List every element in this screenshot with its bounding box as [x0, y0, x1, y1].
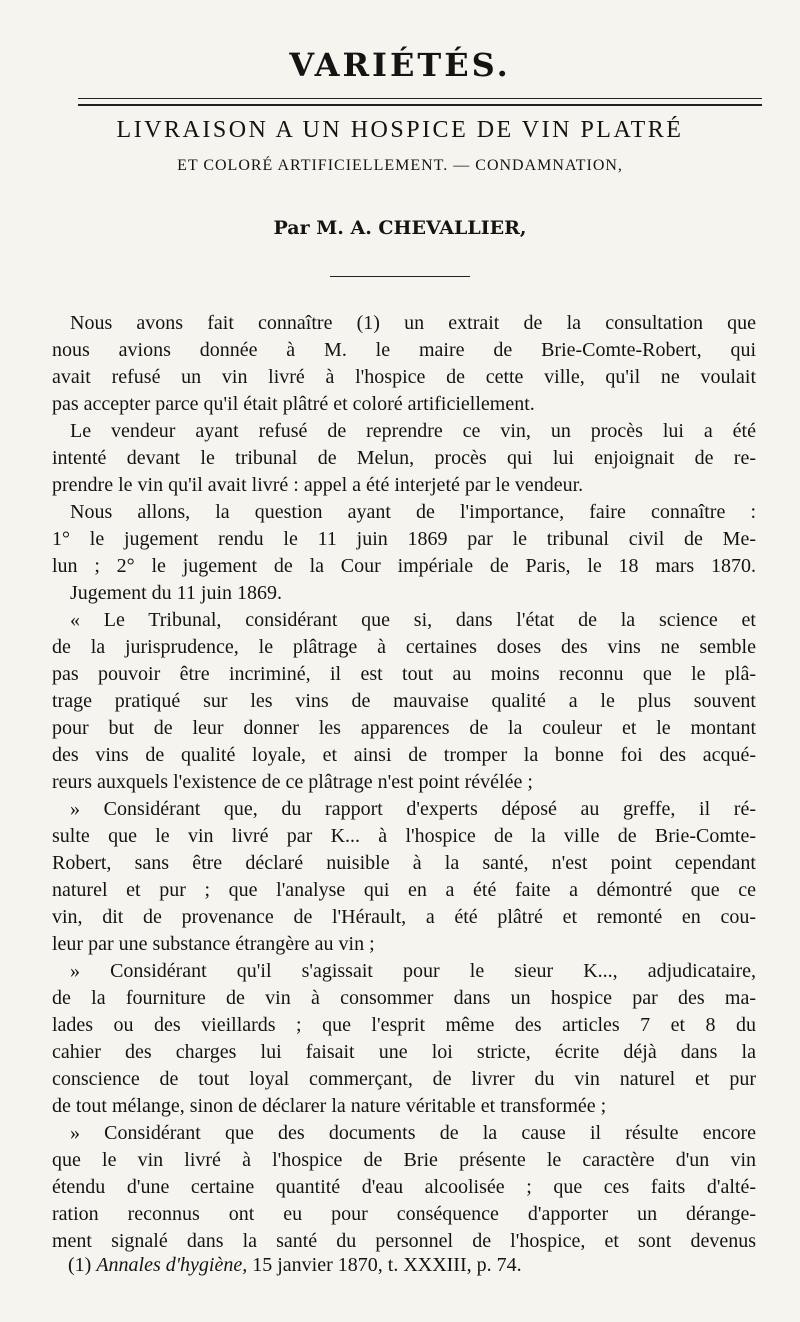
body-line: pas accepter parce qu'il était plâtré et coloré artificiellement. — [52, 393, 535, 415]
footnote-marker: (1) — [68, 1254, 92, 1276]
body-line: « Le Tribunal, considérant que si, dans l'état de la science et — [70, 609, 756, 631]
title-rule — [330, 276, 470, 277]
body-line: ration reconnus ont eu pour conséquence d'apporter un dérange- — [52, 1203, 756, 1225]
body-line: nous avions donnée à M. le maire de Brie-Comte-Robert, qui — [52, 339, 756, 361]
body-line: » Considérant qu'il s'agissait pour le sieur K..., adjudicataire, — [70, 960, 756, 982]
body-line: » Considérant que des documents de la cause il résulte encore — [70, 1122, 756, 1144]
footnote — [68, 1252, 758, 1279]
body-line: de la jurisprudence, le plâtrage à certaines doses des vins ne semble — [52, 636, 756, 658]
body-line: vin, dit de provenance de l'Hérault, a été plâtré et remonté en cou- — [52, 906, 756, 928]
article-body — [52, 310, 756, 1255]
body-line: des vins de qualité loyale, et ainsi de tromper la bonne foi des acqué- — [52, 744, 756, 766]
body-line: prendre le vin qu'il avait livré : appel a été interjeté par le vendeur. — [52, 474, 584, 496]
body-line: lun ; 2° le jugement de la Cour impériale de Paris, le 18 mars 1870. — [52, 555, 756, 577]
body-line: lades ou des vieillards ; que l'esprit même des articles 7 et 8 du — [52, 1014, 756, 1036]
body-line: cahier des charges lui faisait une loi stricte, écrite déjà dans la — [52, 1041, 756, 1063]
body-line: trage pratiqué sur les vins de mauvaise qualité a le plus souvent — [52, 690, 756, 712]
article-subtitle: ET COLORÉ ARTIFICIELLEMENT. — CONDAMNATION, — [177, 157, 623, 174]
body-line: conscience de tout loyal commerçant, de livrer du vin naturel et pur — [52, 1068, 756, 1090]
article-title: LIVRAISON A UN HOSPICE DE VIN PLATRÉ — [116, 117, 684, 143]
header-rule — [78, 98, 762, 106]
author-byline: Par M. A. CHEVALLIER, — [273, 217, 527, 239]
body-line: sulte que le vin livré par K... à l'hospice de la ville de Brie-Comte- — [52, 825, 756, 847]
body-line: reurs auxquels l'existence de ce plâtrage n'est point révélée ; — [52, 771, 533, 793]
body-line: avait refusé un vin livré à l'hospice de cette ville, qu'il ne voulait — [52, 366, 756, 388]
body-line: Robert, sans être déclaré nuisible à la santé, n'est point cependant — [52, 852, 756, 874]
body-line: Nous allons, la question ayant de l'importance, faire connaître : — [70, 501, 756, 523]
body-line: étendu d'une certaine quantité d'eau alcoolisée ; que ces faits d'alté- — [52, 1176, 756, 1198]
body-line: Jugement du 11 juin 1869. — [70, 582, 283, 604]
body-line: Nous avons fait connaître (1) un extrait de la consultation que — [70, 312, 756, 334]
body-line: 1° le jugement rendu le 11 juin 1869 par le tribunal civil de Me- — [52, 528, 756, 550]
body-line: intenté devant le tribunal de Melun, procès qui lui enjoignait de re- — [52, 447, 756, 469]
footnote-details: 15 janvier 1870, t. XXXIII, p. 74. — [252, 1254, 522, 1276]
body-line: ment signalé dans la santé du personnel de l'hospice, et sont devenus — [52, 1230, 756, 1252]
body-line: leur par une substance étrangère au vin ; — [52, 933, 375, 955]
body-line: » Considérant que, du rapport d'experts déposé au greffe, il ré- — [70, 798, 756, 820]
section-header: VARIÉTÉS. — [289, 46, 511, 84]
body-line: Le vendeur ayant refusé de reprendre ce vin, un procès lui a été — [70, 420, 756, 442]
body-line: pour but de leur donner les apparences de la couleur et le montant — [52, 717, 756, 739]
body-line: de tout mélange, sinon de déclarer la nature véritable et transformée ; — [52, 1095, 607, 1117]
body-line: de la fourniture de vin à consommer dans un hospice par des ma- — [52, 987, 756, 1009]
body-line: naturel et pur ; que l'analyse qui en a été faite a démontré que ce — [52, 879, 756, 901]
body-line: que le vin livré à l'hospice de Brie présente le caractère d'un vin — [52, 1149, 756, 1171]
body-line: pas pouvoir être incriminé, il est tout au moins reconnu que le plâ- — [52, 663, 756, 685]
footnote-source: Annales d'hygiène, — [96, 1254, 248, 1276]
